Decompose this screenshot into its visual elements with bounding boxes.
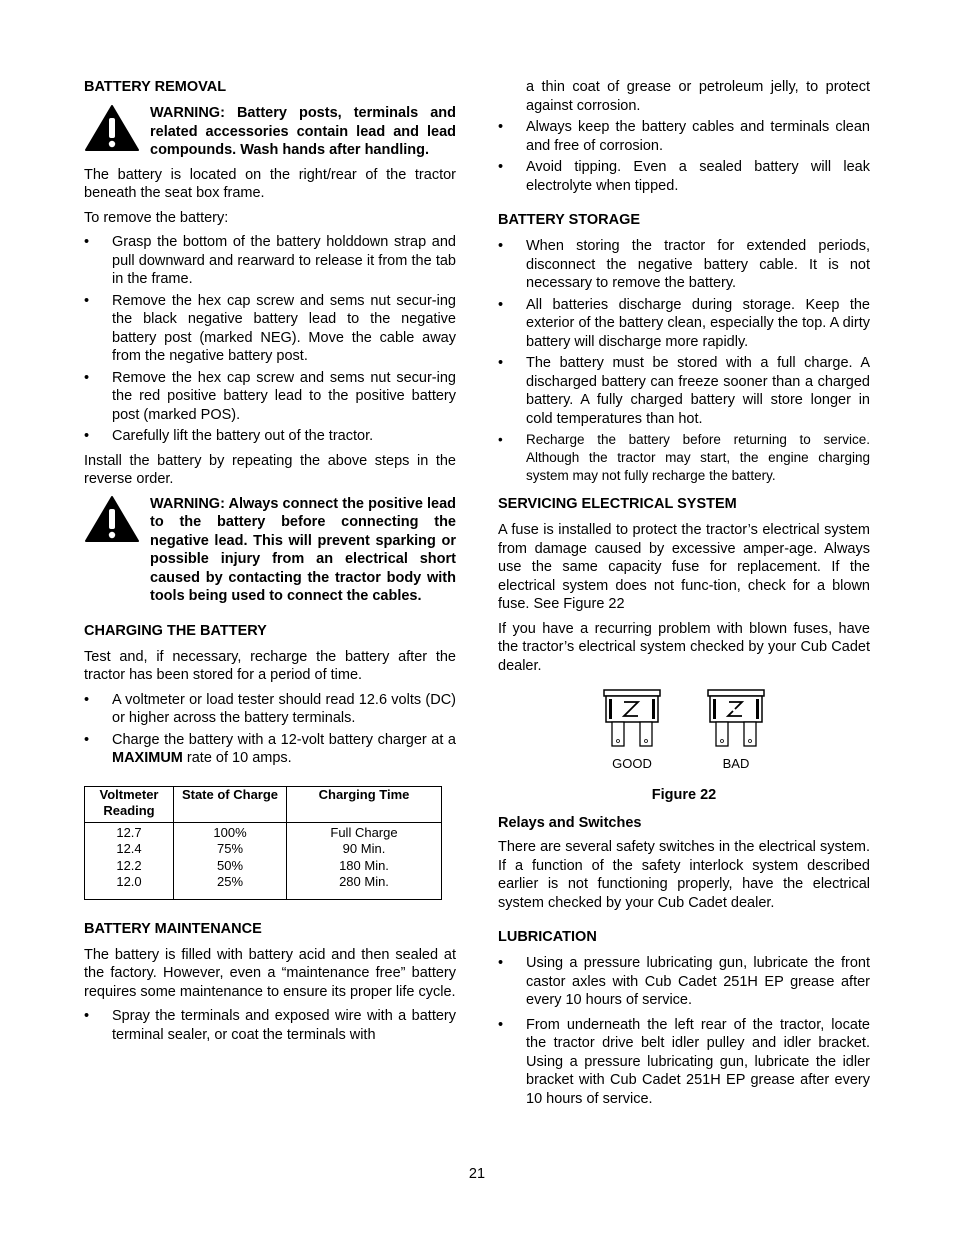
fuse-bad xyxy=(707,689,765,774)
list-item: • When storing the tractor for extended periods, disconnect the negative battery cable. It is not necessary to remove the battery. xyxy=(498,238,870,291)
list-item: • Always keep the battery cables and terminals clean and free of corrosion. xyxy=(498,119,870,154)
maintenance-list xyxy=(84,1007,456,1044)
fuse-illustrations xyxy=(498,689,870,774)
figure-caption: Figure 22 xyxy=(651,786,717,803)
left-column xyxy=(84,78,456,1050)
list-item: • All batteries discharge during storage. Keep the exterior of the battery clean, especially the top. A dirty battery will discharge more rapidly. xyxy=(498,296,870,350)
list-item: • Grasp the bottom of the battery holddown strap and pull downward and rearward to release it from the tab in the frame. xyxy=(84,234,456,287)
fuse-good xyxy=(603,689,661,774)
warning-block-lead xyxy=(84,104,456,160)
list-item: • Spray the terminals and exposed wire with a battery terminal sealer, or coat the terminals with xyxy=(84,1008,456,1043)
recurring-problem-text: If you have a recurring problem with blown fuses, have the tractor’s electrical system checked by your Cub Cadet dealer. xyxy=(498,620,870,674)
charging-list xyxy=(84,691,456,768)
storage-list xyxy=(498,237,870,485)
charging-time-cell: Full Charge 90 Min. 180 Min. 280 Min. xyxy=(287,822,442,899)
maintenance-intro-text: The battery is filled with battery acid and then sealed at the factory. However, even a “maintenance free” battery requires some maintenance to ensure its proper life cycle. xyxy=(84,946,456,1000)
list-item: • The battery must be stored with a full charge. A discharged battery can freeze sooner than a charged battery. A fully charged battery will store longer in cold temperatures than hot. xyxy=(498,355,870,427)
fuse-icon xyxy=(707,689,765,751)
table-header-row xyxy=(85,786,442,822)
maintenance-continued-text: a thin coat of grease or petroleum jelly, to protect against corrosion. xyxy=(526,79,870,114)
fuse-good-label: GOOD xyxy=(612,756,652,771)
col-header-state: State of Charge xyxy=(174,786,287,822)
relays-text: There are several safety switches in the electrical system. If a function of the safety interlock system described earlier is not functioning properly, have the electrical system checked by your Cub Cadet dealer. xyxy=(498,839,870,911)
list-item: • Charge the battery with a 12-volt battery charger at a MAXIMUM rate of 10 amps. xyxy=(84,731,456,766)
list-item: • A voltmeter or load tester should read 12.6 volts (DC) or higher across the battery terminals. xyxy=(84,691,456,726)
fuse-info-text: A fuse is installed to protect the tractor’s electrical system from damage caused by excessive amper-age. Always use the same capacity fuse for replacement. If the electrical system does not func-tion, check for a blown fuse. See Figure 22 xyxy=(498,522,870,612)
right-column xyxy=(498,78,870,1114)
charging-heading: CHARGING THE BATTERY xyxy=(84,622,267,639)
warning-triangle-icon xyxy=(84,104,150,160)
col-header-voltmeter: Voltmeter Reading xyxy=(85,786,174,822)
list-item: • Recharge the battery before returning to service. Although the tractor may start, the engine charging system may not fully recharge the battery. xyxy=(498,432,870,483)
battery-removal-heading: BATTERY REMOVAL xyxy=(84,79,227,95)
maintenance-list-continued xyxy=(498,118,870,195)
table-row xyxy=(85,822,442,899)
col-header-time: Charging Time xyxy=(287,786,442,822)
install-text: Install the battery by repeating the above steps in the reverse order. xyxy=(84,452,456,487)
figure-22 xyxy=(498,689,870,804)
list-item: • Remove the hex cap screw and sems nut secur-ing the red positive battery lead to the positive battery post (marked POS). xyxy=(84,369,456,423)
warning-block-connect xyxy=(84,495,456,606)
state-of-charge-cell: 100% 75% 50% 25% xyxy=(174,822,287,899)
warning-triangle-icon xyxy=(84,495,150,606)
warning-text-connect: WARNING: Always connect the positive lead to the battery before connecting the negative lead. This will prevent sparking or possible injury from an electrical short caused by contacting the tractor body with tools being used to connect the cables. xyxy=(150,495,456,604)
list-item: • Remove the hex cap screw and sems nut secur-ing the black negative battery lead to the negative battery post (marked NEG). Move the cable away from the negative battery post. xyxy=(84,292,456,364)
relays-heading: Relays and Switches xyxy=(498,815,642,831)
charging-intro-text: Test and, if necessary, recharge the battery after the tractor has been stored for a period of time. xyxy=(84,648,456,683)
charging-table xyxy=(84,786,442,900)
list-item: • From underneath the left rear of the tractor, locate the tractor drive belt idler pulley and idler bracket. Using a pressure lubricating gun, lubricate the idler bracket with Cub Cadet 251H EP grease after every 10 hours of service. xyxy=(498,1016,870,1107)
lubrication-heading: LUBRICATION xyxy=(498,929,597,945)
storage-heading: BATTERY STORAGE xyxy=(498,212,641,228)
removal-steps-list xyxy=(84,233,456,446)
battery-location-text: The battery is located on the right/rear of the tractor beneath the seat box frame. xyxy=(84,166,456,201)
list-item: • Carefully lift the battery out of the tractor. xyxy=(84,428,374,444)
warning-text-lead: WARNING: Battery posts, terminals and related accessories contain lead and lead compounds. Wash hands after handling. xyxy=(150,105,456,158)
lubrication-list xyxy=(498,954,870,1108)
maintenance-heading: BATTERY MAINTENANCE xyxy=(84,920,262,937)
list-item: • Avoid tipping. Even a sealed battery will leak electrolyte when tipped. xyxy=(498,159,870,194)
fuse-icon xyxy=(603,689,661,751)
page-number: 21 xyxy=(468,1166,486,1182)
list-item: • Using a pressure lubricating gun, lubricate the front castor axles with Cub Cadet 251H EP grease after every 10 hours of service. xyxy=(498,955,870,1008)
remove-intro-text: To remove the battery: xyxy=(84,209,229,226)
voltmeter-readings-cell: 12.7 12.4 12.2 12.0 xyxy=(85,822,174,899)
fuse-bad-label: BAD xyxy=(722,756,750,771)
electrical-heading: SERVICING ELECTRICAL SYSTEM xyxy=(498,496,737,512)
